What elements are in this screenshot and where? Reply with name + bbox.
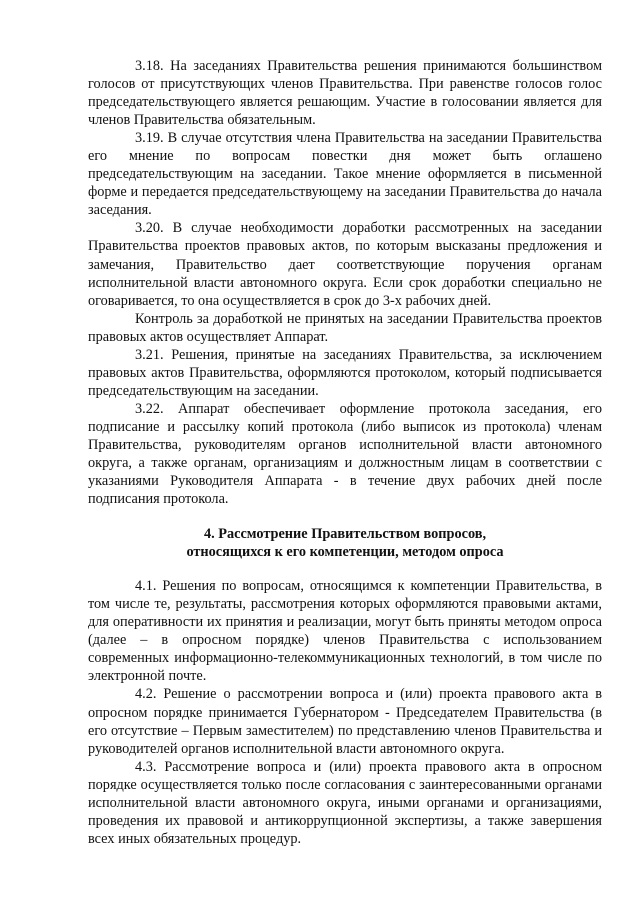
paragraph-3-19: 3.19. В случае отсутствия члена Правительства на заседании Правительства его мнение по вопросам повестки дня может быть оглашено председательствующим на заседании. Такое мнение оформляется в письменной форме и передается председательствующему на заседании Правительства до начала заседания. [88,130,602,219]
paragraph-4-3: 4.3. Рассмотрение вопроса и (или) проекта правового акта в опросном порядке осуществляется только после согласования с заинтересованными органами исполнительной власти автономного округа, иными органами и организациями, проведения их правовой и антикоррупционной экспертизы, а также завершения всех иных обязательных процедур. [88,758,602,847]
paragraph-3-20: 3.20. В случае необходимости доработки рассмотренных на заседании Правительства проектов правовых актов, по которым высказаны предложения и замечания, Правительство дает соответствующие поручения органам исполнительной власти автономного округа. Если срок доработки специально не оговаривается, то она осуществляется в срок до 3-х рабочих дней. [88,220,602,309]
paragraph-3-22: 3.22. Аппарат обеспечивает оформление протокола заседания, его подписание и рассылку копий протокола (либо выписок из протокола) членам Правительства, руководителям органов исполнительной власти автономного округа, а также органам, организациям и должностным лицам в соответствии с указаниями Руководителя Аппарата - в течение двух рабочих дней после подписания протокола. [88,400,602,508]
section-4-paragraphs [88,577,602,848]
section-heading-line-1: 4. Рассмотрение Правительством вопросов, [203,526,487,543]
section-3-paragraphs [88,57,602,508]
paragraph-3-21: 3.21. Решения, принятые на заседаниях Правительства, за исключением правовых актов Правительства, оформляются протоколом, который подписывается председательствующим на заседании. [88,346,602,399]
paragraph-4-2: 4.2. Решение о рассмотрении вопроса и (или) проекта правового акта в опросном порядке принимается Губернатором - Председателем Правительства (в его отсутствие – Первым заместителем) по представлению членов Правительства и руководителей органов исполнительной власти автономного округа. [88,686,602,757]
document-page [88,57,602,848]
paragraph-4-1: 4.1. Решения по вопросам, относящимся к компетенции Правительства, в том числе те, результаты, рассмотрения которых оформляются правовыми актами, для оперативности их принятия и реализации, могут быть приняты методом опроса (далее – в опросном порядке) членов Правительства с использованием современных информационно-телекоммуникационных технологий, в том числе по электронной почте. [88,578,602,685]
section-heading-line-2: относящихся к его компетенции, методом опроса [186,544,504,561]
paragraph-3-18: 3.18. На заседаниях Правительства решения принимаются большинством голосов от присутствующих членов Правительства. При равенстве голосов голос председательствующего является решающим. Участие в голосовании является для членов Правительства обязательным. [88,58,602,129]
paragraph-3-20-control: Контроль за доработкой не принятых на заседании Правительства проектов правовых актов осуществляет Аппарат. [88,310,602,345]
section-heading [88,525,602,561]
